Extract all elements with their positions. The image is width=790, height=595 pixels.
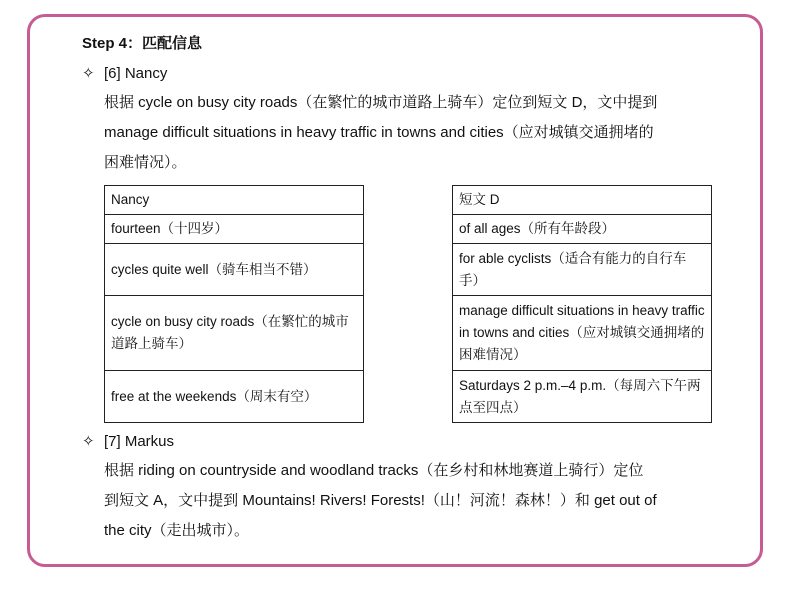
sparkle-icon: ✧ <box>82 64 95 82</box>
item-heading-7 <box>82 432 174 451</box>
table-cell: cycles quite well（骑车相当不错） <box>105 244 364 296</box>
item-label-7: [7] Markus <box>104 433 175 450</box>
table-cell: for able cyclists（适合有能力的自行车手） <box>453 244 712 296</box>
table-cell: Nancy <box>105 186 364 215</box>
table-cell: free at the weekends（周末有空） <box>105 371 364 423</box>
item-paragraph-6 <box>104 88 716 178</box>
step-title: Step 4：匹配信息 <box>82 35 203 52</box>
paragraph-line: 到短文 A，文中提到 Mountains! Rivers! Forests!（山！河流！森林！）和 get out of <box>104 492 657 509</box>
table-cell: fourteen（十四岁） <box>105 215 364 244</box>
paragraph-line: 根据 riding on countryside and woodland tracks（在乡村和林地赛道上骑行）定位 <box>104 462 644 479</box>
nancy-table <box>104 185 364 423</box>
paragraph-line: 困难情况）。 <box>104 154 187 171</box>
table-cell: of all ages（所有年龄段） <box>453 215 712 244</box>
paragraph-line: 根据 cycle on busy city roads（在繁忙的城市道路上骑车）定位到短文 D，文中提到 <box>104 94 658 111</box>
item-label-6: [6] Nancy <box>104 65 168 82</box>
table-cell: Saturdays 2 p.m.–4 p.m.（每周六下午两点至四点） <box>453 371 712 423</box>
table-cell: 短文 D <box>453 186 712 215</box>
paragraph-line: the city（走出城市）。 <box>104 522 250 539</box>
paragraph-line: manage difficult situations in heavy traffic in towns and cities（应对城镇交通拥堵的 <box>104 124 654 141</box>
item-paragraph-7 <box>104 456 716 546</box>
table-cell: cycle on busy city roads（在繁忙的城市道路上骑车） <box>105 296 364 371</box>
item-heading-6 <box>82 64 167 83</box>
sparkle-icon: ✧ <box>82 432 95 450</box>
table-cell: manage difficult situations in heavy traffic in towns and cities（应对城镇交通拥堵的困难情况） <box>453 296 712 371</box>
text-d-table <box>452 185 712 423</box>
